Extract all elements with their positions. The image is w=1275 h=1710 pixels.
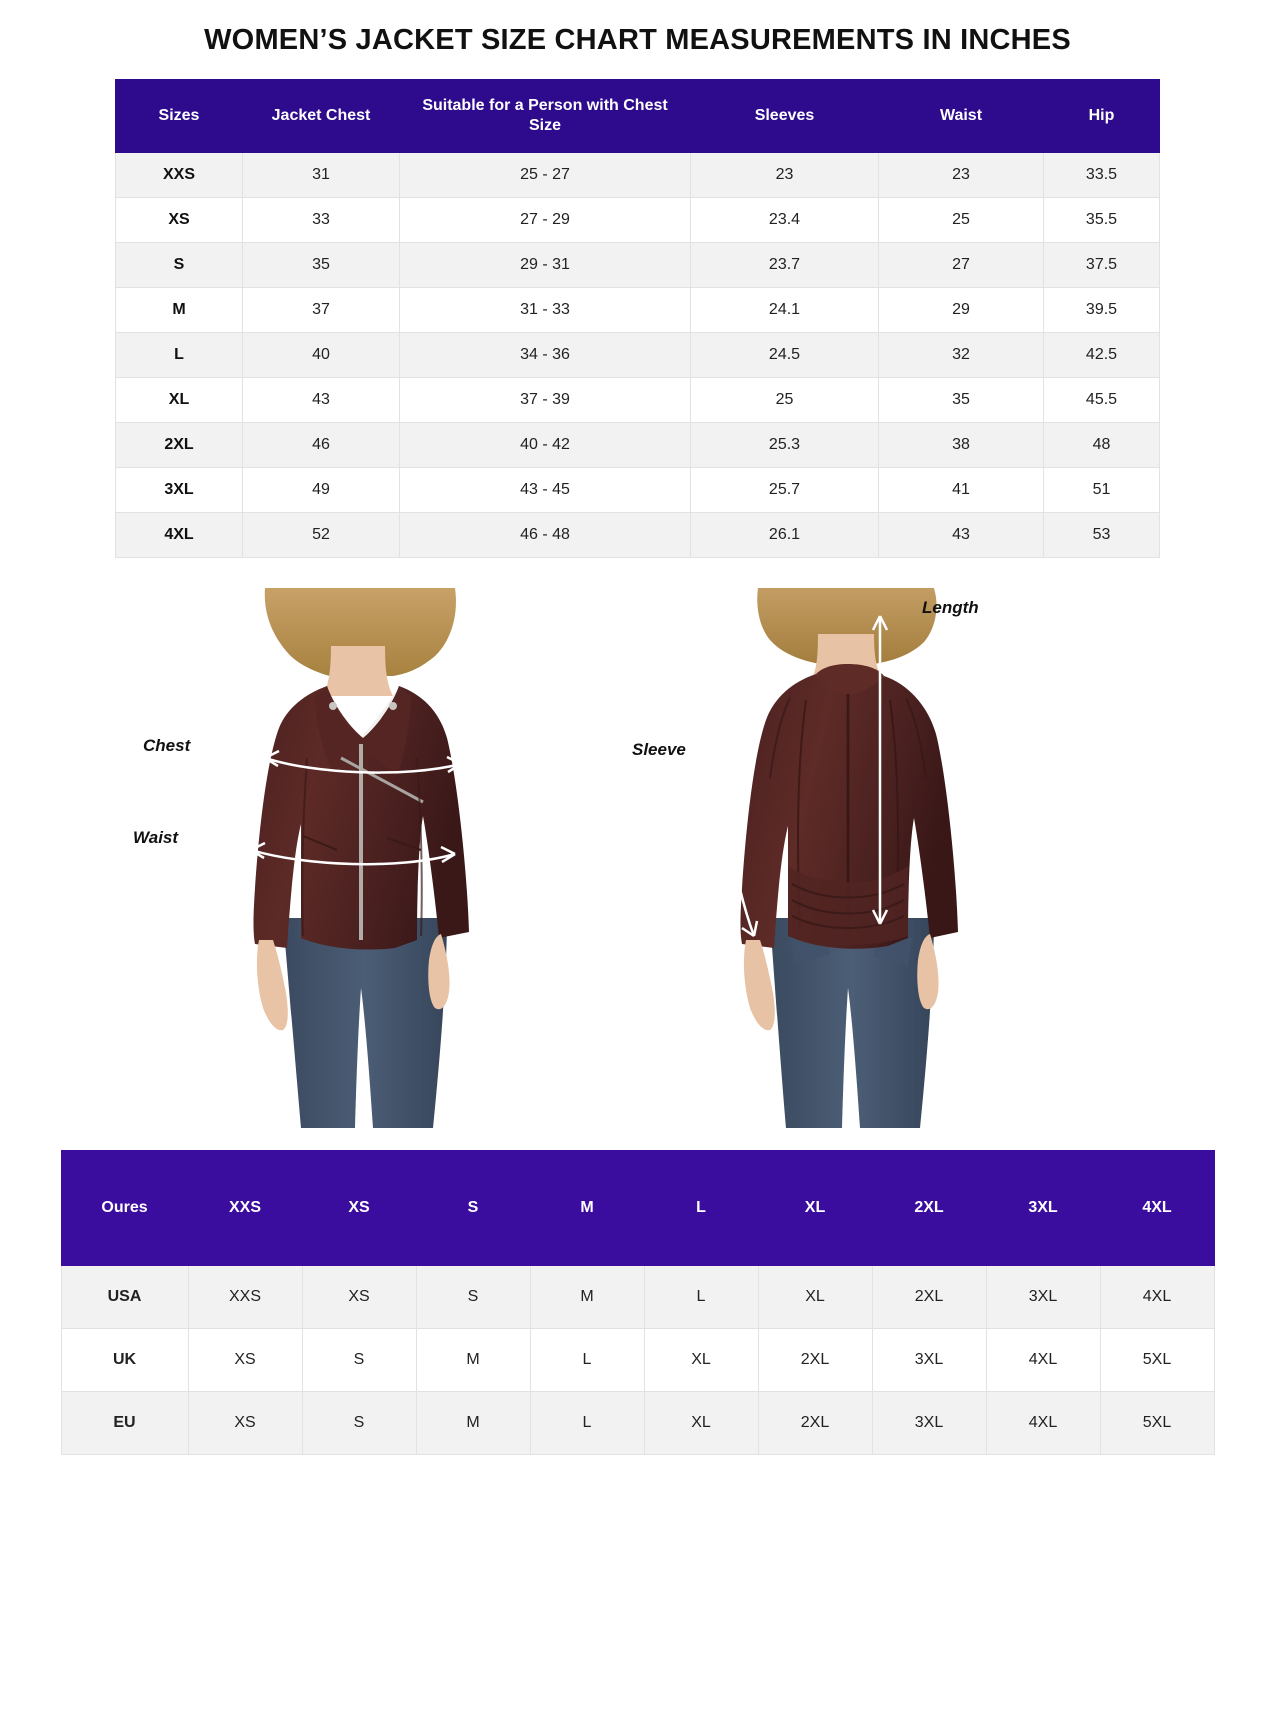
back-view-figure bbox=[632, 588, 1060, 1128]
page-title: WOMEN’S JACKET SIZE CHART MEASUREMENTS IN INCHES bbox=[204, 24, 1071, 56]
cell-size: XS bbox=[188, 1392, 302, 1455]
column-header-oures: Oures bbox=[61, 1151, 188, 1266]
cell-jacket-chest: 49 bbox=[243, 468, 400, 513]
cell-size: XL bbox=[116, 378, 243, 423]
cell-hip: 42.5 bbox=[1044, 333, 1160, 378]
table-row bbox=[116, 333, 1160, 378]
column-header-suitable-chest: Suitable for a Person with Chest Size bbox=[400, 80, 691, 153]
cell-sleeves: 25.7 bbox=[691, 468, 879, 513]
cell-size: 3XL bbox=[872, 1392, 986, 1455]
label-sleeve: Sleeve bbox=[632, 740, 686, 759]
front-model-illustration bbox=[155, 588, 575, 1128]
cell-size: 2XL bbox=[758, 1329, 872, 1392]
column-header-xxs: XXS bbox=[188, 1151, 302, 1266]
front-view-figure bbox=[133, 588, 575, 1128]
cell-size: S bbox=[302, 1392, 416, 1455]
table-row bbox=[116, 198, 1160, 243]
table-row bbox=[61, 1392, 1214, 1455]
back-model-illustration bbox=[640, 588, 1060, 1128]
table-row bbox=[61, 1266, 1214, 1329]
cell-size: 2XL bbox=[758, 1392, 872, 1455]
column-header-jacket-chest: Jacket Chest bbox=[243, 80, 400, 153]
cell-waist: 29 bbox=[879, 288, 1044, 333]
size-chart-page bbox=[0, 24, 1275, 1710]
cell-suitable-chest: 37 - 39 bbox=[400, 378, 691, 423]
cell-size: XS bbox=[188, 1329, 302, 1392]
table-row bbox=[116, 468, 1160, 513]
cell-size: S bbox=[416, 1266, 530, 1329]
cell-size: 4XL bbox=[1100, 1266, 1214, 1329]
cell-size: S bbox=[302, 1329, 416, 1392]
cell-jacket-chest: 37 bbox=[243, 288, 400, 333]
cell-size: 2XL bbox=[872, 1266, 986, 1329]
cell-suitable-chest: 27 - 29 bbox=[400, 198, 691, 243]
cell-jacket-chest: 31 bbox=[243, 153, 400, 198]
cell-suitable-chest: 31 - 33 bbox=[400, 288, 691, 333]
table-row bbox=[116, 423, 1160, 468]
cell-jacket-chest: 33 bbox=[243, 198, 400, 243]
size-measurements-table bbox=[115, 79, 1160, 558]
cell-sleeves: 25.3 bbox=[691, 423, 879, 468]
cell-size: XS bbox=[302, 1266, 416, 1329]
cell-hip: 48 bbox=[1044, 423, 1160, 468]
cell-suitable-chest: 43 - 45 bbox=[400, 468, 691, 513]
cell-waist: 25 bbox=[879, 198, 1044, 243]
cell-size: 4XL bbox=[116, 513, 243, 558]
column-header-xs: XS bbox=[302, 1151, 416, 1266]
cell-size: XXS bbox=[116, 153, 243, 198]
cell-size: M bbox=[116, 288, 243, 333]
column-header-m: M bbox=[530, 1151, 644, 1266]
cell-waist: 27 bbox=[879, 243, 1044, 288]
cell-jacket-chest: 43 bbox=[243, 378, 400, 423]
conversion-header-row bbox=[61, 1151, 1214, 1266]
cell-waist: 41 bbox=[879, 468, 1044, 513]
column-header-4xl: 4XL bbox=[1100, 1151, 1214, 1266]
table-row bbox=[116, 153, 1160, 198]
cell-hip: 37.5 bbox=[1044, 243, 1160, 288]
cell-size: L bbox=[644, 1266, 758, 1329]
column-header-waist: Waist bbox=[879, 80, 1044, 153]
cell-sleeves: 23 bbox=[691, 153, 879, 198]
label-chest: Chest bbox=[143, 736, 191, 755]
cell-hip: 35.5 bbox=[1044, 198, 1160, 243]
cell-suitable-chest: 46 - 48 bbox=[400, 513, 691, 558]
cell-size: 5XL bbox=[1100, 1392, 1214, 1455]
label-waist: Waist bbox=[133, 828, 179, 847]
cell-jacket-chest: 40 bbox=[243, 333, 400, 378]
table-row bbox=[116, 243, 1160, 288]
column-header-2xl: 2XL bbox=[872, 1151, 986, 1266]
cell-jacket-chest: 35 bbox=[243, 243, 400, 288]
cell-sleeves: 24.1 bbox=[691, 288, 879, 333]
column-header-l: L bbox=[644, 1151, 758, 1266]
size-conversion-table bbox=[61, 1150, 1215, 1455]
cell-sleeves: 23.4 bbox=[691, 198, 879, 243]
cell-region: USA bbox=[61, 1266, 188, 1329]
cell-size: L bbox=[530, 1329, 644, 1392]
cell-size: M bbox=[530, 1266, 644, 1329]
cell-sleeves: 25 bbox=[691, 378, 879, 423]
cell-size: M bbox=[416, 1392, 530, 1455]
column-header-hip: Hip bbox=[1044, 80, 1160, 153]
measurement-illustrations bbox=[0, 588, 1275, 1128]
cell-waist: 23 bbox=[879, 153, 1044, 198]
cell-size: XS bbox=[116, 198, 243, 243]
table-row bbox=[61, 1329, 1214, 1392]
cell-jacket-chest: 52 bbox=[243, 513, 400, 558]
cell-suitable-chest: 40 - 42 bbox=[400, 423, 691, 468]
cell-hip: 53 bbox=[1044, 513, 1160, 558]
table-row bbox=[116, 378, 1160, 423]
column-header-xl: XL bbox=[758, 1151, 872, 1266]
cell-size: XL bbox=[644, 1329, 758, 1392]
column-header-3xl: 3XL bbox=[986, 1151, 1100, 1266]
cell-size: S bbox=[116, 243, 243, 288]
label-length: Length bbox=[922, 598, 979, 617]
cell-hip: 45.5 bbox=[1044, 378, 1160, 423]
cell-size: 2XL bbox=[116, 423, 243, 468]
cell-waist: 38 bbox=[879, 423, 1044, 468]
cell-suitable-chest: 29 - 31 bbox=[400, 243, 691, 288]
column-header-s: S bbox=[416, 1151, 530, 1266]
cell-size: 3XL bbox=[116, 468, 243, 513]
cell-size: XXS bbox=[188, 1266, 302, 1329]
cell-size: 3XL bbox=[986, 1266, 1100, 1329]
cell-waist: 43 bbox=[879, 513, 1044, 558]
cell-hip: 33.5 bbox=[1044, 153, 1160, 198]
cell-size: XL bbox=[758, 1266, 872, 1329]
table-header-row bbox=[116, 80, 1160, 153]
column-header-sizes: Sizes bbox=[116, 80, 243, 153]
cell-jacket-chest: 46 bbox=[243, 423, 400, 468]
cell-size: 4XL bbox=[986, 1329, 1100, 1392]
cell-size: M bbox=[416, 1329, 530, 1392]
cell-hip: 39.5 bbox=[1044, 288, 1160, 333]
cell-sleeves: 26.1 bbox=[691, 513, 879, 558]
cell-size: L bbox=[116, 333, 243, 378]
cell-hip: 51 bbox=[1044, 468, 1160, 513]
cell-waist: 35 bbox=[879, 378, 1044, 423]
cell-sleeves: 23.7 bbox=[691, 243, 879, 288]
cell-size: XL bbox=[644, 1392, 758, 1455]
cell-size: 3XL bbox=[872, 1329, 986, 1392]
cell-waist: 32 bbox=[879, 333, 1044, 378]
cell-size: 4XL bbox=[986, 1392, 1100, 1455]
column-header-sleeves: Sleeves bbox=[691, 80, 879, 153]
cell-size: 5XL bbox=[1100, 1329, 1214, 1392]
table-row bbox=[116, 288, 1160, 333]
cell-size: L bbox=[530, 1392, 644, 1455]
cell-sleeves: 24.5 bbox=[691, 333, 879, 378]
cell-suitable-chest: 25 - 27 bbox=[400, 153, 691, 198]
cell-suitable-chest: 34 - 36 bbox=[400, 333, 691, 378]
cell-region: UK bbox=[61, 1329, 188, 1392]
cell-region: EU bbox=[61, 1392, 188, 1455]
table-row bbox=[116, 513, 1160, 558]
